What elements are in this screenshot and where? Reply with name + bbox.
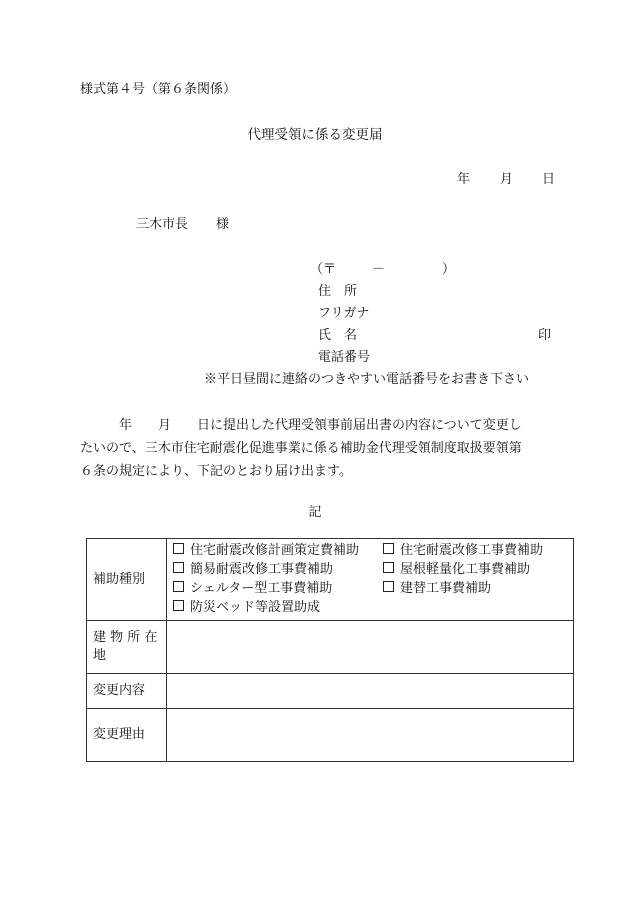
checkbox-icon[interactable] (173, 543, 184, 554)
furigana-label: フリガナ (318, 306, 370, 321)
date-year-label: 年 (457, 172, 471, 187)
table-row-change-content (87, 674, 574, 709)
checkbox-icon[interactable] (383, 543, 394, 554)
addressee-name: 三木市長 (136, 217, 189, 232)
checkbox-icon[interactable] (173, 581, 184, 592)
date-day-label: 日 (542, 172, 556, 187)
checkbox-icon[interactable] (383, 562, 394, 573)
table-row-change-reason (87, 709, 574, 762)
form-number: 様式第４号（第６条関係） (80, 82, 237, 97)
body-line-2: たいので、三木市住宅耐震化促進事業に係る補助金代理受領制度取扱要領第 (80, 441, 522, 456)
change-reason-field[interactable] (167, 709, 574, 762)
option-disaster-bed[interactable]: 防災ベッド等設置助成 (173, 599, 383, 617)
location-label: 建 物 所 在 地 (87, 621, 167, 674)
option-shelter[interactable]: シェルター型工事費補助 (173, 580, 383, 598)
seal-mark: 印 (538, 328, 552, 343)
postal-code-line (310, 262, 456, 278)
change-content-field[interactable] (167, 674, 574, 709)
table-row-location (87, 621, 574, 674)
date-month-label: 月 (500, 172, 514, 187)
checkbox-icon[interactable] (383, 581, 394, 592)
option-simple-seismic[interactable]: 簡易耐震改修工事費補助 (173, 561, 383, 579)
location-field[interactable] (167, 621, 574, 674)
document-title: 代理受領に係る変更届 (247, 127, 383, 143)
checkbox-icon[interactable] (173, 562, 184, 573)
option-seismic-plan[interactable]: 住宅耐震改修計画策定費補助 (173, 542, 383, 560)
subsidy-type-label: 補助種別 (87, 539, 167, 621)
phone-label: 電話番号 (318, 350, 371, 365)
address-label: 住 所 (318, 284, 358, 299)
postal-dash: － (372, 262, 386, 277)
addressee-honorific: 様 (216, 217, 230, 232)
postal-open: （〒 (310, 262, 337, 277)
option-seismic-work[interactable]: 住宅耐震改修工事費補助 (383, 542, 573, 560)
ki-heading: 記 (308, 505, 322, 520)
change-reason-label: 変更理由 (87, 709, 167, 762)
name-label: 氏 名 (318, 328, 358, 343)
phone-note: ※平日昼間に連絡のつきやすい電話番号をお書き下さい (204, 372, 530, 387)
change-content-label: 変更内容 (87, 674, 167, 709)
subsidy-type-options (167, 539, 574, 621)
option-rebuild[interactable]: 建替工事費補助 (383, 580, 573, 598)
option-roof-lightening[interactable]: 屋根軽量化工事費補助 (383, 561, 573, 579)
checkbox-icon[interactable] (173, 600, 184, 611)
change-form-table (86, 538, 574, 762)
body-line-1: 年 月 日に提出した代理受領事前届出書の内容について変更し (80, 418, 522, 433)
body-line-3: ６条の規定により、下記のとおり届け出ます。 (80, 464, 352, 479)
postal-close: ） (442, 262, 456, 277)
table-row-subsidy-type (87, 539, 574, 621)
addressee (136, 217, 229, 233)
body-text (80, 414, 560, 483)
